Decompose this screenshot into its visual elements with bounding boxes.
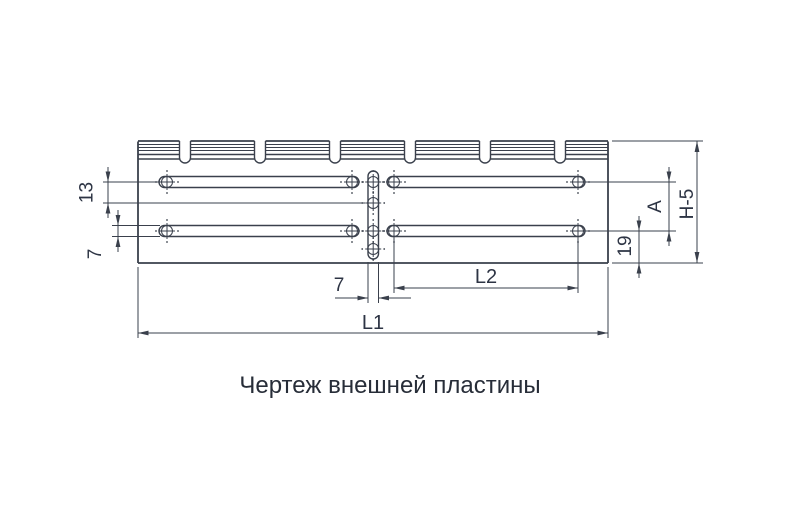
arrowhead xyxy=(116,215,121,226)
arrowhead xyxy=(106,172,111,183)
top-edge-band xyxy=(138,141,608,163)
dim-label-7-bottom: 7 xyxy=(333,275,345,296)
dim-label-13: 13 xyxy=(76,181,98,204)
arrowhead xyxy=(637,263,642,274)
dimension-13 xyxy=(77,167,366,218)
dimension-7-bottom xyxy=(334,262,411,303)
dimension-19 xyxy=(612,216,703,278)
dim-label-a: A xyxy=(645,200,666,213)
arrowhead xyxy=(358,296,369,301)
slot-lower-left xyxy=(159,226,359,237)
arrowhead xyxy=(138,331,149,336)
arrowhead xyxy=(106,203,111,214)
arrowhead xyxy=(379,296,390,301)
hole-center-mark xyxy=(361,170,385,194)
slots xyxy=(159,171,585,259)
slot-lower-right xyxy=(387,226,585,237)
arrowhead xyxy=(667,172,672,183)
arrowhead xyxy=(637,221,642,232)
hole-center-mark xyxy=(382,170,406,194)
hole-center-mark xyxy=(361,237,385,261)
arrowhead xyxy=(394,286,405,291)
dimension-7-left xyxy=(85,210,160,259)
hole-center-mark xyxy=(340,170,364,194)
arrowhead xyxy=(598,331,609,336)
arrowhead xyxy=(667,231,672,242)
dimension-a xyxy=(585,167,676,246)
dim-label-h5: H-5 xyxy=(677,188,698,220)
dim-label-19: 19 xyxy=(615,235,636,257)
dimension-l2 xyxy=(394,239,578,293)
slot-upper-left xyxy=(159,177,359,188)
hole-center-mark xyxy=(340,219,364,243)
dim-label-l2: L2 xyxy=(474,266,498,288)
arrowhead xyxy=(695,252,700,263)
drawing-caption: Чертеж внешней пластины xyxy=(239,372,541,399)
dimension-l1 xyxy=(138,267,608,338)
arrowhead xyxy=(116,237,121,248)
hole-center-marks xyxy=(155,170,590,261)
dim-label-7-left: 7 xyxy=(85,248,106,260)
dim-label-l1: L1 xyxy=(361,312,385,334)
hole-center-mark xyxy=(361,219,385,243)
arrowhead xyxy=(568,286,579,291)
arrowhead xyxy=(695,141,700,152)
slot-upper-right xyxy=(387,177,585,188)
